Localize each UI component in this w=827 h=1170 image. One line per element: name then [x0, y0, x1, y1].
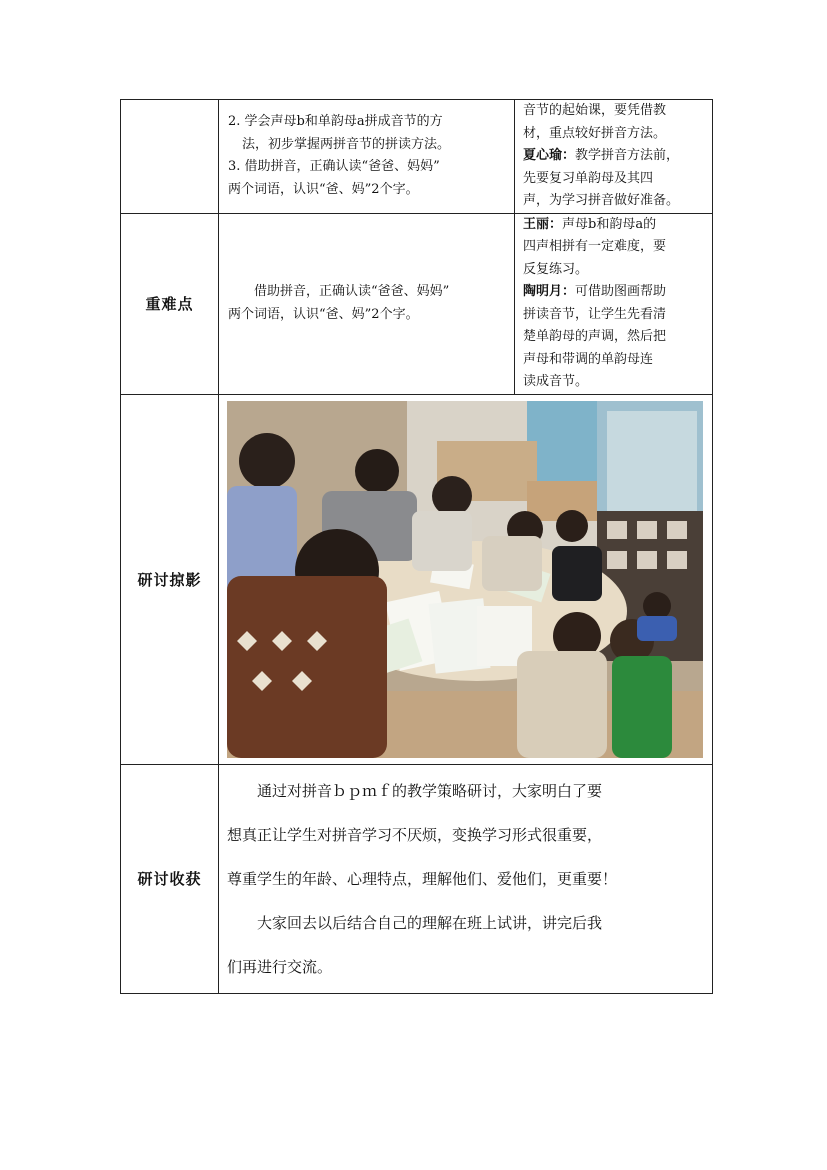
- note-line: 楚单韵母的声调，然后把: [523, 329, 667, 344]
- photo-cell: [219, 394, 713, 764]
- harvest-line: 通过对拼音ｂｐｍｆ的教学策略研讨，大家明白了要: [257, 781, 603, 800]
- seminar-photo: [227, 401, 703, 758]
- goals-line: 两个词语，认识“爸、妈”2个字。: [228, 181, 419, 197]
- difficulty-label: 重难点: [121, 213, 219, 394]
- harvest-row: [121, 764, 713, 993]
- note-line: 音节的起始课，要凭借教: [523, 103, 667, 118]
- harvest-cell: [219, 764, 713, 993]
- goals-line: 3. 借助拼音，正确认读“爸爸、妈妈”: [228, 159, 440, 175]
- note-line: 声，为学习拼音做好准备。: [523, 193, 680, 208]
- photo-label: 研讨掠影: [121, 394, 219, 764]
- harvest-line: 们再进行交流。: [227, 957, 333, 976]
- goals-main-cell: [219, 100, 515, 214]
- note-line: 读成音节。: [523, 374, 589, 389]
- note-line: [523, 214, 708, 237]
- difficulty-line: 两个词语，认识“爸、妈”2个字。: [228, 306, 419, 322]
- goals-note-cell: [515, 100, 713, 214]
- harvest-label: 研讨收获: [121, 764, 219, 993]
- goals-line: 2. 学会声母b和单韵母a拼成音节的方: [228, 114, 443, 130]
- note-line: 拼读音节，让学生先看清: [523, 306, 667, 322]
- harvest-line: 大家回去以后结合自己的理解在班上试讲，讲完后我: [257, 913, 603, 932]
- difficulty-row: [121, 213, 713, 394]
- harvest-line: 尊重学生的年龄、心理特点，理解他们、爱他们，更重要！: [227, 869, 618, 888]
- teacher-name: 陶明月：: [523, 284, 576, 299]
- note-line: 反复练习。: [523, 261, 589, 277]
- note-line: 先要复习单韵母及其四: [523, 170, 654, 186]
- note-text: 教学拼音方法前，: [575, 148, 680, 163]
- note-line: 材，重点较好拼音方法。: [523, 125, 667, 141]
- photo-row: [121, 394, 713, 764]
- note-line: 声母和带调的单韵母连: [523, 351, 654, 367]
- harvest-line: 想真正让学生对拼音学习不厌烦，变换学习形式很重要，: [227, 825, 603, 844]
- lesson-research-table: [120, 99, 713, 994]
- goals-label-cell: [121, 100, 219, 214]
- difficulty-note-cell: [515, 213, 713, 394]
- goals-row: [121, 100, 713, 214]
- difficulty-line: 借助拼音，正确认读“爸爸、妈妈”: [254, 284, 450, 299]
- note-text: 可借助图画帮助: [575, 284, 667, 299]
- goals-line: 法，初步掌握两拼音节的拼读方法。: [242, 136, 451, 152]
- note-text: 声母b和韵母a的: [562, 216, 657, 232]
- note-line: [523, 281, 708, 304]
- note-line: 四声相拼有一定难度，要: [523, 239, 667, 254]
- teacher-name: 夏心瑜：: [523, 148, 576, 163]
- teacher-name: 王丽：: [523, 216, 563, 232]
- seminar-photo-illustration: [227, 401, 703, 758]
- note-line: [523, 145, 708, 168]
- difficulty-main-cell: [219, 213, 515, 394]
